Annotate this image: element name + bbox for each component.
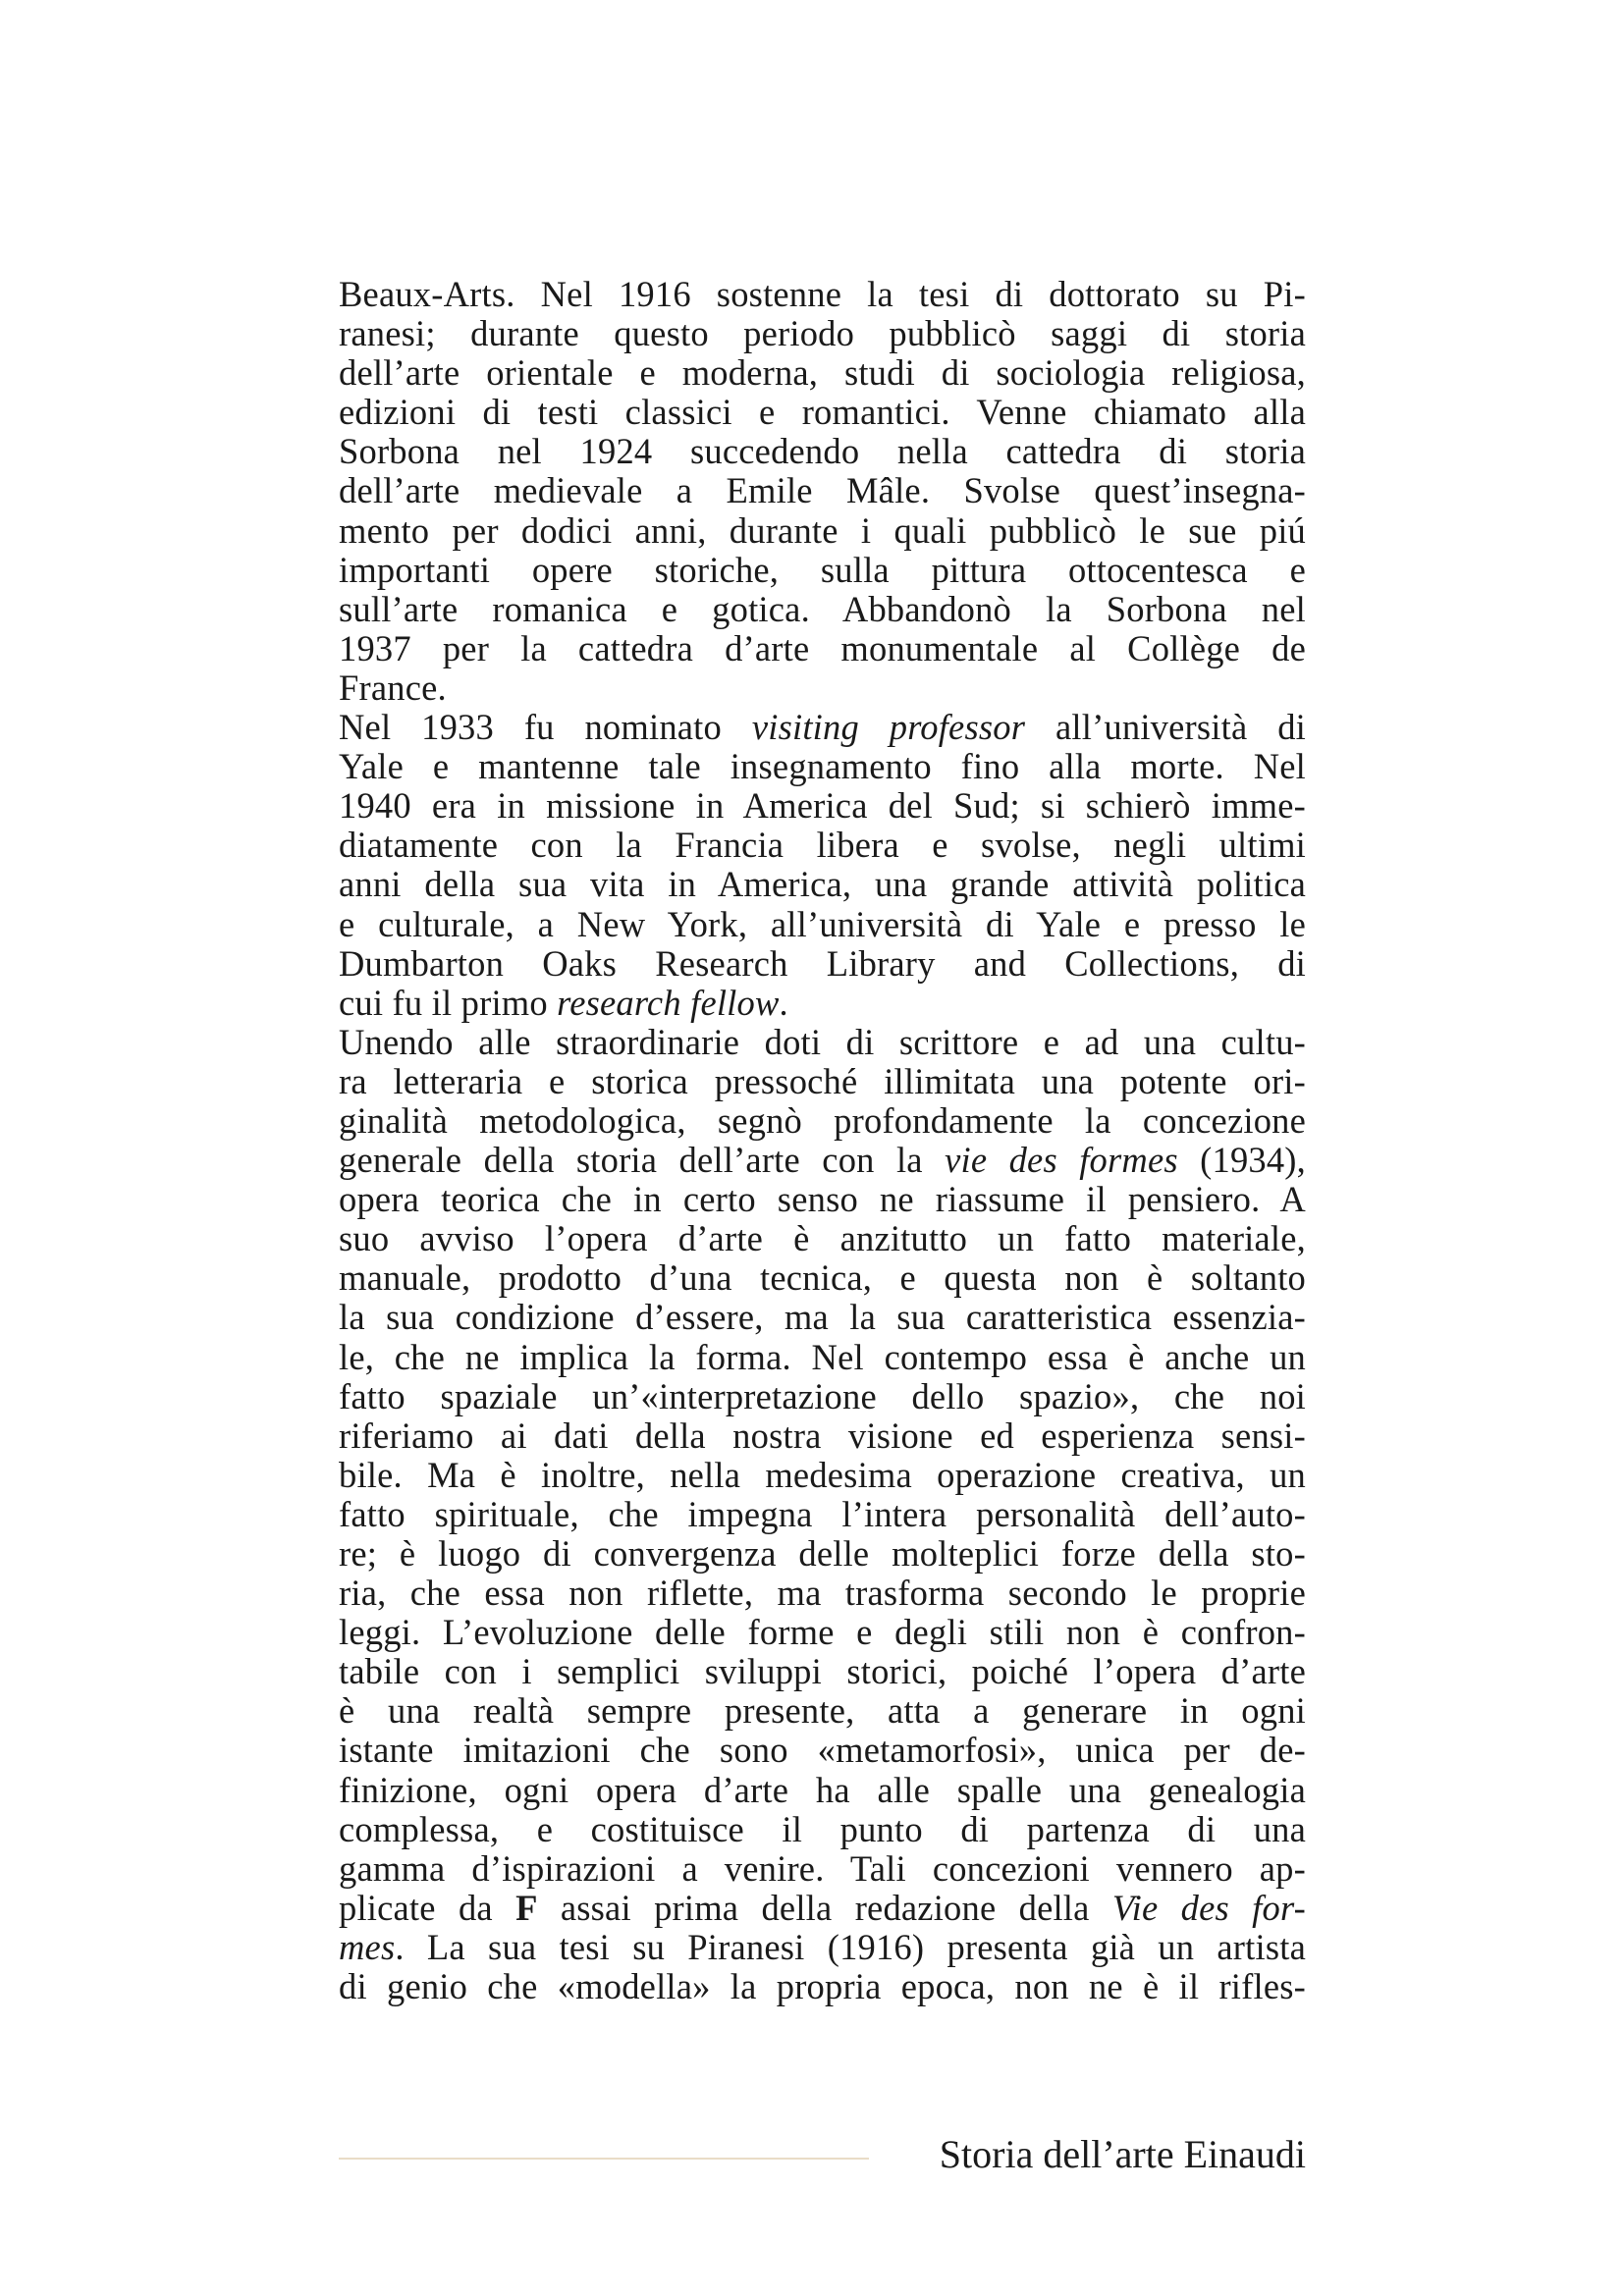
text-line [339,1298,1306,1337]
text-run: finizione, ogni opera d’arte ha alle spalle una genealogia [339,1769,1306,1810]
text-line [339,1219,1306,1258]
text-run: France. [339,667,447,708]
text-run: all’università di [1025,707,1307,748]
text-line [339,1141,1306,1180]
text-run: cui fu il primo [339,982,558,1023]
text-run: 1937 per la cattedra d’arte monumentale al Collège de [339,627,1306,668]
text-run: fatto spirituale, che impegna l’intera personalità dell’auto- [339,1493,1306,1534]
text-run: la sua condizione d’essere, ma la sua caratteristica essenzia- [339,1297,1306,1338]
text-run: suo avviso l’opera d’arte è anzitutto un fatto materiale, [339,1218,1306,1259]
text-run: Beaux-Arts. Nel 1916 sostenne la tesi di dottorato su Pi- [339,274,1306,314]
text-line [339,1495,1306,1534]
text-run: riferiamo ai dati della nostra visione ed esperienza sensi- [339,1415,1306,1456]
text-line [339,1613,1306,1652]
text-run: bile. Ma è inoltre, nella medesima operazione creativa, un [339,1454,1306,1495]
text-line [339,1416,1306,1456]
text-line [339,1889,1306,1928]
text-run: generale della storia dell’arte con la [339,1140,946,1181]
text-run: è una realtà sempre presente, atta a generare in ogni [339,1690,1306,1732]
text-run: Dumbarton Oaks Research Library and Collections, di [339,942,1306,984]
text-run: e culturale, a New York, all’università di Yale e presso le [339,903,1306,944]
italic-text: mes [339,1926,396,1967]
text-run: Yale e mantenne tale insegnamento fino alla morte. Nel [339,746,1306,787]
text-line [339,1967,1306,2006]
text-run: opera teorica che in certo senso ne riassume il pensiero. A [339,1179,1306,1220]
text-line [339,1928,1306,1967]
text-line [339,511,1306,551]
bold-text: F [515,1887,538,1928]
text-run: sull’arte romanica e gotica. Abbandonò la Sorbona nel [339,588,1306,629]
text-line [339,944,1306,984]
text-line [339,1180,1306,1219]
text-run: importanti opere storiche, sulla pittura ottocentesca e [339,549,1306,590]
text-line [339,1849,1306,1889]
text-run: complessa, e costituisce il punto di partenza di una [339,1808,1306,1849]
footer-rule [339,2158,869,2160]
text-line [339,551,1306,590]
text-line [339,471,1306,510]
text-line [339,1731,1306,1770]
text-line [339,1023,1306,1062]
text-run: dell’arte medievale a Emile Mâle. Svolse quest’insegna- [339,470,1306,511]
text-line [339,905,1306,944]
text-line [339,1062,1306,1101]
text-run: di genio che «modella» la propria epoca, non ne è il rifles- [339,1966,1306,2007]
italic-text: vie des formes [945,1140,1178,1181]
text-line [339,1574,1306,1613]
text-run: fatto spaziale un’«interpretazione dello spazio», che noi [339,1375,1306,1416]
text-line [339,747,1306,786]
text-run: 1940 era in missione in America del Sud; si schierò imme- [339,785,1306,827]
text-line [339,1810,1306,1849]
text-run: ria, che essa non riflette, ma trasforma secondo le proprie [339,1573,1306,1614]
text-run: Nel 1933 fu nominato [339,707,752,748]
italic-text: research fellow [557,982,780,1023]
text-run: re; è luogo di convergenza delle molteplici forze della sto- [339,1533,1306,1574]
text-run: Sorbona nel 1924 succedendo nella cattedra di storia [339,431,1306,472]
text-line [339,590,1306,629]
text-line [339,393,1306,432]
text-run: plicate da [339,1887,516,1928]
text-line [339,1258,1306,1298]
text-line [339,1456,1306,1495]
text-line [339,984,1306,1023]
text-run: mento per dodici anni, durante i quali pubblicò le sue piú [339,509,1306,551]
text-line [339,1338,1306,1377]
text-run: anni della sua vita in America, una grande attività politica [339,864,1306,905]
text-line [339,786,1306,826]
text-run: ginalità metodologica, segnò profondamente la concezione [339,1099,1306,1141]
text-run: dell’arte orientale e moderna, studi di sociologia religiosa, [339,352,1306,394]
text-line [339,1101,1306,1141]
text-line [339,668,1306,708]
text-line [339,353,1306,393]
text-run: . [779,982,788,1023]
text-line [339,865,1306,904]
italic-text: Vie des for- [1111,1887,1306,1928]
text-line [339,1771,1306,1810]
text-run: ra letteraria e storica pressoché illimitata una potente ori- [339,1060,1306,1101]
italic-text: visiting professor [751,707,1026,748]
text-run: Unendo alle straordinarie doti di scrittore e ad una cultu- [339,1021,1306,1062]
text-line [339,629,1306,668]
text-run: assai prima della redazione della [537,1887,1112,1928]
text-line [339,1377,1306,1416]
text-run: edizioni di testi classici e romantici. Venne chiamato alla [339,392,1306,433]
text-run: (1934), [1177,1140,1306,1181]
text-run: istante imitazioni che sono «metamorfosi», unica per de- [339,1730,1306,1771]
text-line [339,1652,1306,1691]
text-line [339,708,1306,747]
text-run: manuale, prodotto d’una tecnica, e questa non è soltanto [339,1257,1306,1299]
text-run: le, che ne implica la forma. Nel contempo essa è anche un [339,1336,1306,1377]
text-run: diatamente con la Francia libera e svolse, negli ultimi [339,825,1306,866]
text-run: . La sua tesi su Piranesi (1916) presenta già un artista [395,1926,1306,1967]
text-run: gamma d’ispirazioni a venire. Tali concezioni vennero ap- [339,1847,1306,1889]
text-line [339,314,1306,353]
footer-title: Storia dell’arte Einaudi [939,2132,1306,2176]
text-line [339,1691,1306,1731]
text-line [339,826,1306,865]
body-text [339,275,1306,2006]
text-line [339,1534,1306,1574]
text-run: tabile con i semplici sviluppi storici, poiché l’opera d’arte [339,1651,1306,1692]
page-footer [339,2130,1306,2179]
text-line [339,275,1306,314]
text-run: ranesi; durante questo periodo pubblicò saggi di storia [339,313,1306,354]
text-run: leggi. L’evoluzione delle forme e degli stili non è confron- [339,1612,1306,1653]
text-line [339,432,1306,471]
